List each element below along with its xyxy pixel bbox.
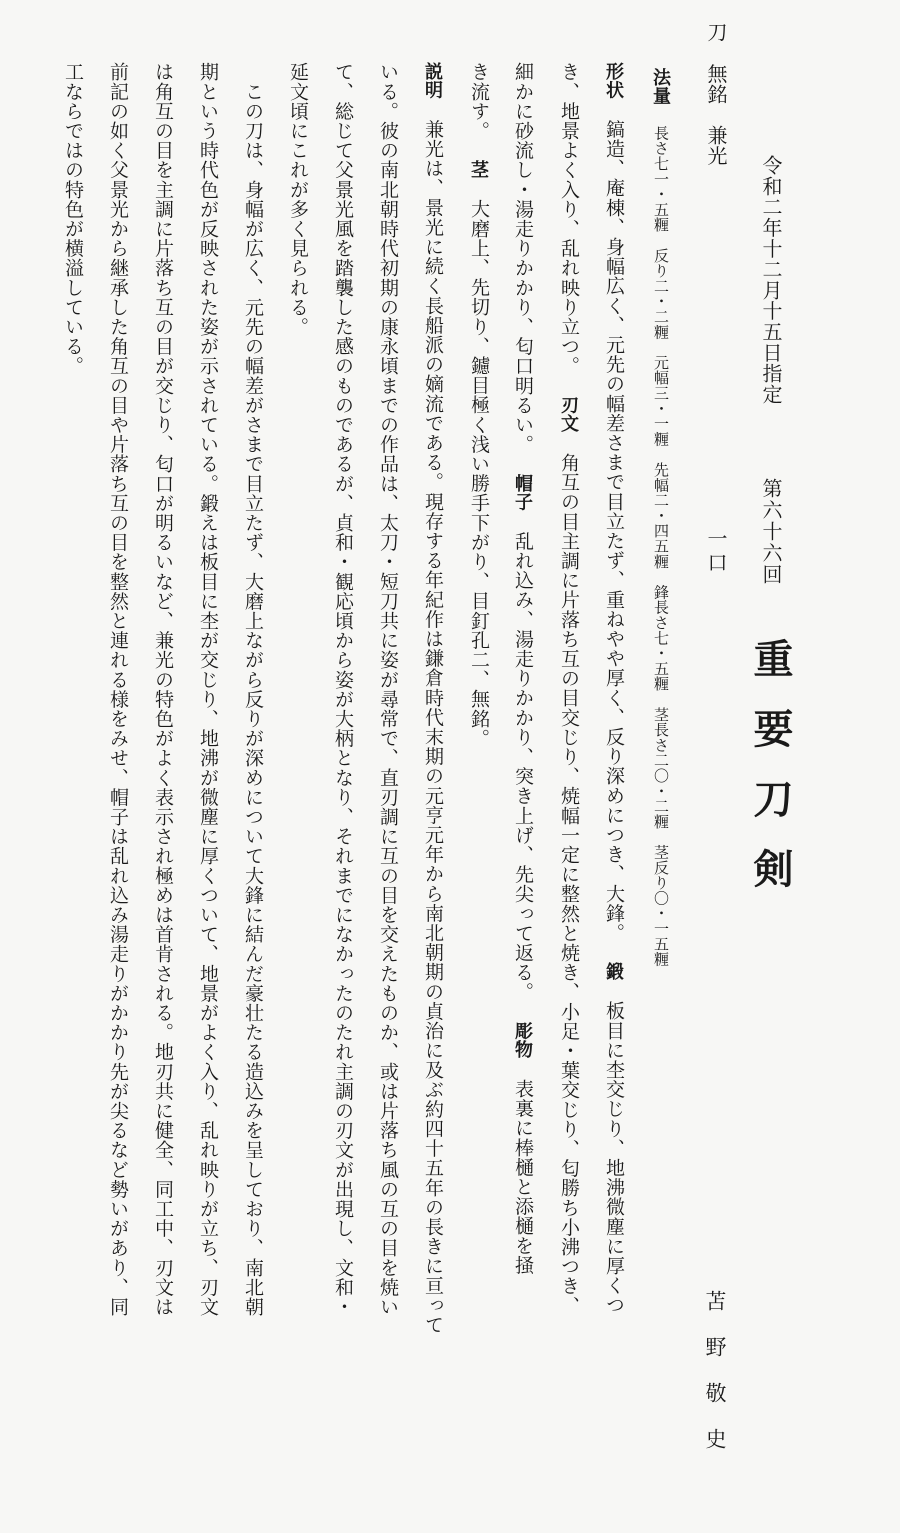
text-column <box>195 62 219 1316</box>
body-segment: この刀は、身幅が広く、元先の幅差がさまで目立たず、大磨上ながら反りが深めについて大鋒に結んだ豪壮たる造込みを呈しており、南北朝 <box>242 62 263 1317</box>
text-column <box>466 62 490 748</box>
designation-date: 令和二年十二月十五日指定 <box>759 155 781 405</box>
text-column <box>330 62 354 1316</box>
text-column <box>556 62 580 1315</box>
text-column <box>420 62 444 1334</box>
body-segment: 板目に杢交じり、地沸微塵に厚くつ <box>603 1001 624 1315</box>
text-column <box>648 68 672 967</box>
body-segment: き、地景よく入り、乱れ映り立つ。 <box>558 62 579 376</box>
section-label: 帽子 <box>512 474 533 512</box>
body-segment: 表裏に棒樋と添樋を掻 <box>512 1078 533 1275</box>
sword-name: 刀 無銘 兼光 <box>704 22 726 167</box>
body-segment: 鎬造、庵棟、身幅広く、元先の幅差さまで目立たず、重ねやや厚く、反り深めにつき、大鋒。 <box>603 119 624 943</box>
text-column <box>60 62 84 376</box>
body-segment: て、総じて父景光風を踏襲した感のものであるが、貞和・観応頃から姿が大柄となり、それまでになかったのたれ主調の刃文が出現し、文和・ <box>332 62 353 1317</box>
text-column <box>510 62 534 1275</box>
item-count: 一口 <box>704 528 726 576</box>
body-segment: 工ならではの特色が横溢している。 <box>62 62 83 376</box>
body-segment: 乱れ込み、湯走りかかり、突き上げ、先尖って返る。 <box>512 531 533 1002</box>
body-segment: 長さ七一・五糎 反り二・二糎 元幅三・一糎 先幅二・四五糎 鋒長さ七・五糎 茎長さ二〇・二糎 茎反り〇・一五糎 <box>652 125 668 967</box>
body-segment: いる。彼の南北朝時代初期の康永頃までの作品は、太刀・短刀共に姿が尋常で、直刃調に互の目を交えたものか、或は片落ち風の互の目を焼い <box>377 62 398 1317</box>
text-column <box>601 62 625 1315</box>
text-column <box>240 62 264 1316</box>
text-column <box>105 62 129 1316</box>
author-name: 苫野敬史 <box>703 1290 727 1474</box>
page-title: 重要刀剣 <box>748 638 793 918</box>
section-label: 彫物 <box>512 1021 533 1059</box>
section-label: 法量 <box>650 68 671 106</box>
section-label: 説明 <box>422 62 443 100</box>
section-label: 刃文 <box>558 395 579 433</box>
text-column <box>285 62 309 336</box>
section-label: 茎 <box>468 160 489 180</box>
body-segment: 前記の如く父景光から継承した角互の目や片落ち互の目を整然と連れる様をみせ、帽子は乱れ込み湯走りがかかり先が尖るなど勢いがあり、同 <box>107 62 128 1317</box>
body-segment: き流す。 <box>468 62 489 141</box>
body-segment: 大磨上、先切り、鑢目極く浅い勝手下がり、目釘孔二、無銘。 <box>468 199 489 748</box>
body-segment: 兼光は、景光に続く長船派の嫡流である。現存する年紀作は鎌倉時代末期の元亨元年から南北朝期の貞治に及ぶ約四十五年の長きに亘って <box>422 119 443 1335</box>
text-column <box>375 62 399 1316</box>
session-number: 第六十六回 <box>759 478 781 586</box>
body-segment: は角互の目を主調に片落ち互の目が交じり、匂口が明るいなど、兼光の特色がよく表示され極めは首肯される。地刃共に健全、同工中、刃文は <box>152 62 173 1317</box>
body-segment: 角互の目主調に片落ち互の目交じり、焼幅一定に整然と焼き、小足・葉交じり、匂勝ち小沸つき、 <box>558 452 579 1316</box>
section-label: 形状 <box>603 62 624 100</box>
body-segment: 延文頃にこれが多く見られる。 <box>287 62 308 337</box>
section-label: 鍛 <box>603 962 624 982</box>
body-segment: 細かに砂流し・湯走りかかり、匂口明るい。 <box>512 62 533 454</box>
body-segment: 期という時代色が反映された姿が示されている。鍛えは板目に杢が交じり、地沸が微塵に厚くついて、地景がよく入り、乱れ映りが立ち、刃文 <box>197 62 218 1317</box>
text-column <box>150 62 174 1316</box>
